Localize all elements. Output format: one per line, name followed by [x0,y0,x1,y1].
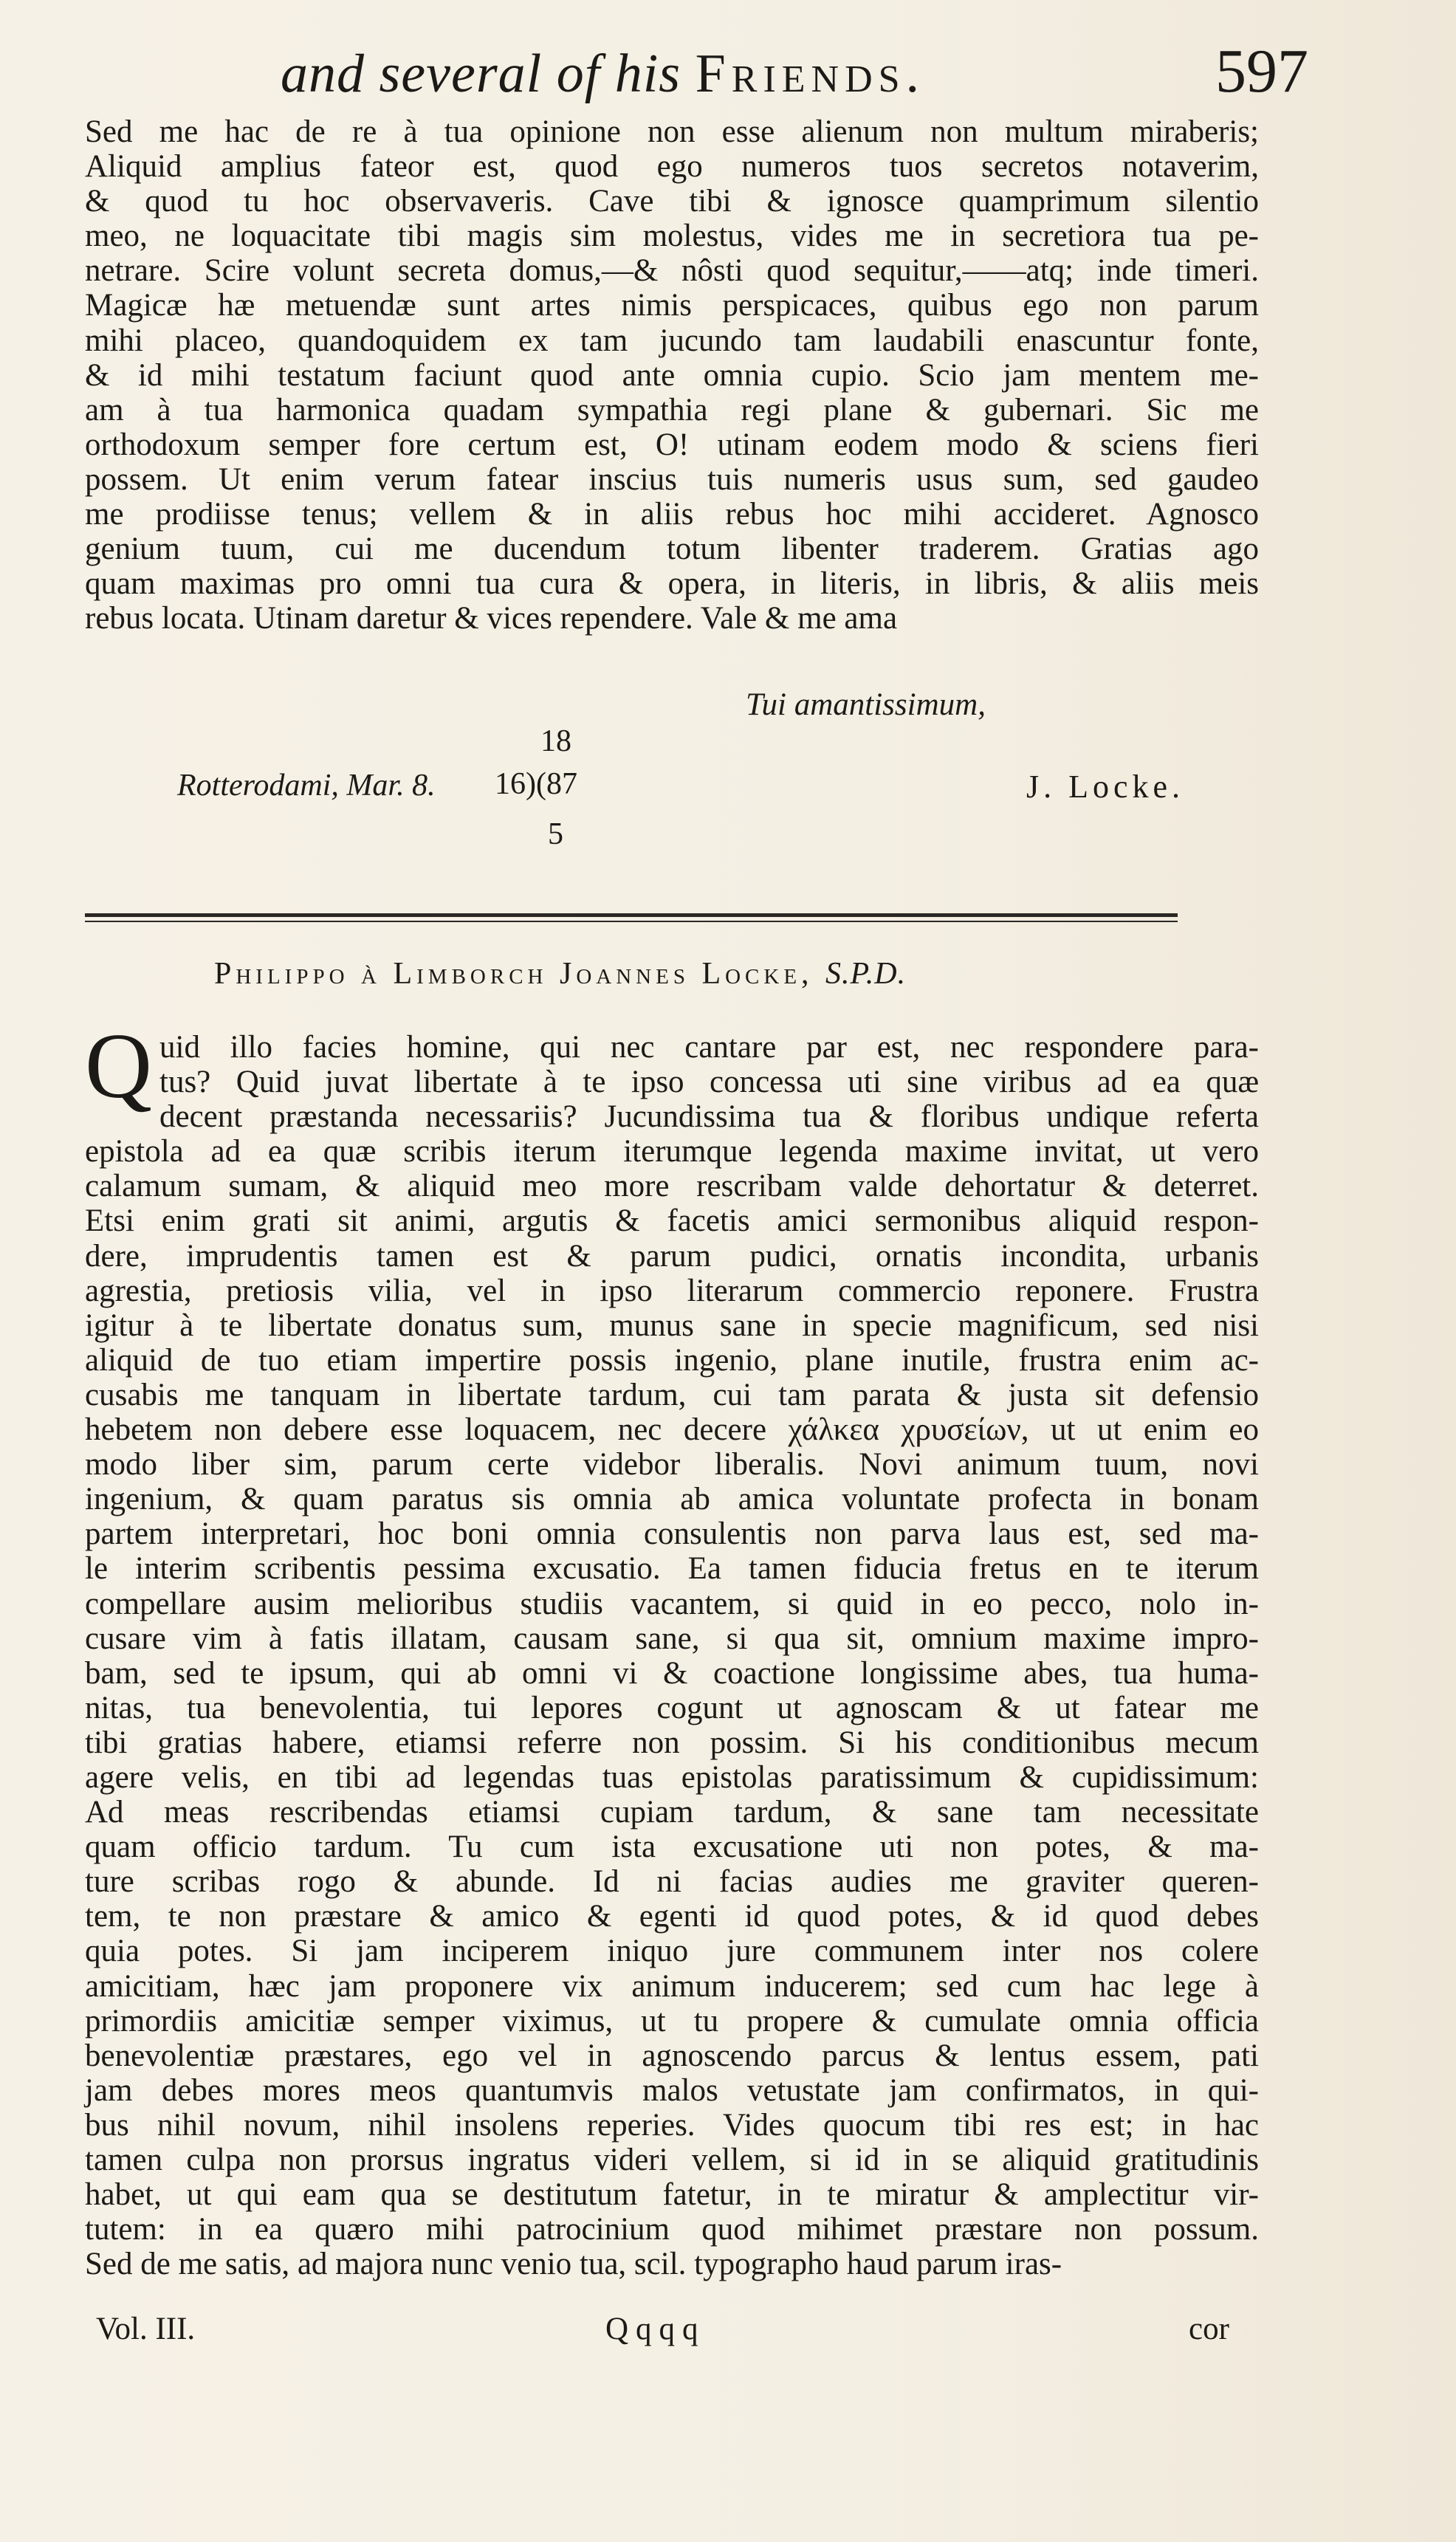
text-line: bam, sed te ipsum, qui ab omni vi & coactione longissime abes, tua huma- [85,1655,1259,1691]
signature-mark: Qqqq [605,2312,706,2346]
letter-signature: J. Locke. [1026,769,1185,805]
text-line: bus nihil novum, nihil insolens reperies. Vides quocum tibi res est; in hac [85,2107,1259,2143]
text-line: tus? Quid juvat libertate à te ipso concessa uti sine viribus ad ea quæ [159,1065,1259,1100]
first-letter-body [85,114,1259,636]
date-bottom: 5 [548,817,563,851]
text-line: habet, ut qui eam qua se destitutum fatetur, in te miratur & amplectitur vir- [85,2177,1259,2213]
text-line: tamen culpa non prorsus ingratus videri vellem, si id in se aliquid gratitudinis [85,2143,1259,2177]
text-line: amicitiam, hæc jam proponere vix animum inducerem; sed cum hac lege à [85,1968,1259,2004]
text-line: hebetem non debere esse loquacem, nec decere χάλκεα χρυσείων, ut ut enim eo [85,1412,1259,1448]
text-line: dere, imprudentis tamen est & parum pudici, ornatis incondita, urbanis [85,1238,1259,1274]
text-line: tibi gratias habere, etiamsi referre non possim. Si his conditionibus mecum [85,1725,1259,1760]
second-letter-heading [214,956,906,992]
catchword: cor [1189,2312,1229,2346]
text-line: decent præstanda necessariis? Jucundissima tua & floribus undique referta [159,1099,1259,1135]
text-line: orthodoxum semper fore certum est, O! utinam eodem modo & sciens fieri [85,427,1259,462]
text-line: aliquid de tuo etiam impertire possis ingenio, plane inutile, frustra enim ac- [85,1342,1259,1378]
second-letter-body [85,1015,1259,2282]
text-line: Sed me hac de re à tua opinione non esse alienum non multum miraberis; [85,114,1259,149]
text-line: partem interpretari, hoc boni omnia consulentis non parva laus est, sed ma- [85,1516,1259,1552]
text-line: meo, ne loquacitate tibi magis sim molestus, vides me in secretiora tua pe- [85,219,1259,254]
dual-date [495,724,642,871]
text-line: quam maximas pro omni tua cura & opera, in literis, in libris, & aliis meis [85,566,1259,602]
text-line: Ad meas rescribendas etiamsi cupiam tardum, & sane tam necessitate [85,1795,1259,1830]
text-line: Magicæ hæ metuendæ sunt artes nimis perspicaces, quibus ego non parum [85,288,1259,323]
text-line: cusabis me tanquam in libertate tardum, cui tam parata & justa sit defensio [85,1377,1259,1412]
text-line: igitur à te libertate donatus sum, munus sane in specie magnificum, sed nisi [85,1308,1259,1343]
text-line: nitas, tua benevolentia, tui lepores cogunt ut agnoscam & ut fatear me [85,1690,1259,1725]
text-line: genium tuum, cui me ducendum totum libenter traderem. Gratias ago [85,532,1259,567]
text-line: Aliquid amplius fateor est, quod ego numeros tuos secretos notaverim, [85,149,1259,185]
date-mid: 16)(87 [495,767,577,801]
text-line: tutem: in ea quæro mihi patrocinium quod mihimet præstare non possum. [85,2212,1259,2247]
running-head [281,41,1314,107]
running-head-caps: Friends. [695,44,926,104]
text-line: ture scribas rogo & abunde. Id ni facias audies me graviter queren- [85,1864,1259,1900]
section-rule-thin [85,921,1178,922]
text-line: le interim scribentis pessima excusatio. Ea tamen fiducia fretus en te iterum [85,1551,1259,1587]
text-line: Etsi enim grati sit animi, argutis & facetis amici sermonibus aliquid respon- [85,1203,1259,1239]
text-line: rebus locata. Utinam daretur & vices rependere. Vale & me ama [85,601,898,636]
section-rule-thick [85,913,1178,917]
running-head-italic: and several of his [281,44,681,104]
volume-label: Vol. III. [96,2312,196,2346]
text-line: tem, te non præstare & amico & egenti id quod potes, & id quod debes [85,1899,1259,1934]
text-line: quam officio tardum. Tu cum ista excusatione uti non potes, & ma- [85,1830,1259,1865]
place-and-date: Rotterodami, Mar. 8. [177,769,436,803]
heading-italic: S.P.D. [825,957,907,991]
text-line: epistola ad ea quæ scribis iterum iterumque legenda maxime invitat, ut vero [85,1134,1259,1169]
letter-closing: Tui amantissimum, [746,687,986,722]
text-line: netrare. Scire volunt secreta domus,—& nôsti quod sequitur,——atq; inde timeri. [85,253,1259,289]
page-number: 597 [1215,37,1308,106]
text-line: ingenium, & quam paratus sis omnia ab amica voluntate profecta in bonam [85,1482,1259,1517]
text-line: & quod tu hoc observaveris. Cave tibi & ignosce quamprimum silentio [85,184,1259,219]
text-line: benevolentiæ præstares, ego vel in agnoscendo parcus & lentus essem, pati [85,2038,1259,2073]
text-line: me prodiisse tenus; vellem & in aliis rebus hoc mihi accideret. Agnosco [85,497,1259,532]
text-line: agrestia, pretiosis vilia, vel in ipso literarum commercio reponere. Frustra [85,1273,1259,1308]
drop-cap: Q [85,1015,152,1118]
text-line: cusare vim à fatis illatam, causam sane, si qua sit, omnium maxime impro- [85,1621,1259,1656]
text-line: & id mihi testatum faciunt quod ante omnia cupio. Scio jam mentem me- [85,357,1259,393]
text-line: jam debes mores meos quantumvis malos vetustate jam confirmatos, in qui- [85,2072,1259,2108]
text-line: quia potes. Si jam inciperem iniquo jure communem inter nos colere [85,1934,1259,1969]
text-line: Sed de me satis, ad majora nunc venio tua, scil. typographo haud parum iras- [85,2247,1062,2282]
text-line: am à tua harmonica quadam sympathia regi plane & gubernari. Sic me [85,392,1259,427]
text-line: calamum sumam, & aliquid meo more rescribam valde dehortatur & deterret. [85,1169,1259,1204]
text-line: compellare ausim melioribus studiis vacantem, si quid in eo pecco, nolo in- [85,1586,1259,1621]
text-line: modo liber sim, parum certe videbor liberalis. Novi animum tuum, novi [85,1447,1259,1483]
text-line: possem. Ut enim verum fatear inscius tuis numeris usus sum, sed gaudeo [85,461,1259,497]
text-line: primordiis amicitiæ semper viximus, ut tu propere & cumulate omnia officia [85,2003,1259,2038]
text-line: agere velis, en tibi ad legendas tuas epistolas paratissimum & cupidissimum: [85,1759,1259,1795]
text-line: mihi placeo, quandoquidem ex tam jucundo tam laudabili enascuntur fonte, [85,323,1259,358]
heading-caps: Philippo à Limborch Joannes Locke, [214,957,814,991]
date-top: 18 [540,724,571,758]
text-line: uid illo facies homine, qui nec cantare par est, nec respondere para- [159,1030,1259,1065]
